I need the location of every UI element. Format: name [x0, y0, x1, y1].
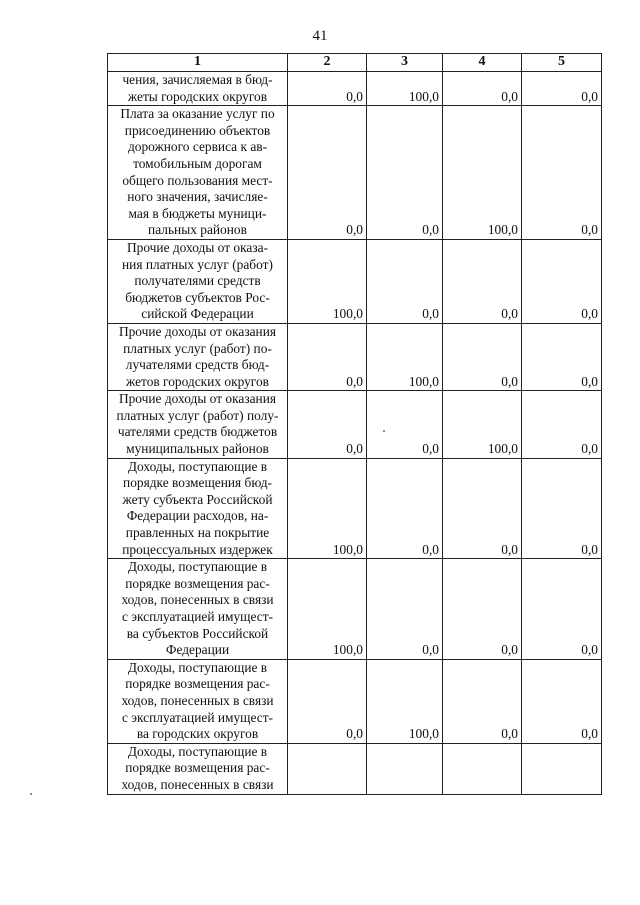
description-line: ходов, понесенных в связи — [121, 776, 274, 792]
description-line: Доходы, поступающие в — [127, 458, 268, 474]
percentage-value-cell: 100,0 — [367, 323, 443, 390]
table-row — [108, 106, 602, 240]
percentage-value-cell: 0,0 — [522, 72, 602, 106]
percentage-value-cell: 0,0 — [443, 559, 522, 660]
revenue-description-cell — [108, 72, 288, 106]
table-row — [108, 72, 602, 106]
description-line: муниципальных районов — [126, 441, 269, 457]
percentage-value-cell: 0,0 — [443, 72, 522, 106]
revenue-description-cell — [108, 743, 288, 794]
percentage-value-cell: 100,0 — [288, 239, 367, 323]
description-line: порядке возмещения рас- — [125, 760, 270, 776]
description-line: Доходы, поступающие в — [127, 559, 268, 575]
percentage-value-cell: 0,0 — [522, 458, 602, 559]
table-row — [108, 391, 602, 458]
column-header: 5 — [522, 54, 602, 72]
revenue-description-cell — [108, 458, 288, 559]
revenue-description-cell — [108, 239, 288, 323]
table-row — [108, 559, 602, 660]
description-line: правленных на покрытие — [125, 525, 270, 541]
percentage-value-cell: 100,0 — [367, 72, 443, 106]
description-line: мая в бюджеты муници- — [128, 205, 267, 221]
revenue-description-cell — [108, 559, 288, 660]
percentage-value-cell: 0,0 — [288, 106, 367, 240]
column-header: 4 — [443, 54, 522, 72]
percentage-value-cell: 0,0 — [367, 239, 443, 323]
percentage-value-cell: 0,0 — [522, 239, 602, 323]
description-line: ния платных услуг (работ) — [122, 256, 273, 272]
description-line: сийской Федерации — [141, 306, 254, 322]
percentage-value-cell: 0,0 — [367, 559, 443, 660]
percentage-value-cell: 0,0 — [443, 323, 522, 390]
table-body — [108, 72, 602, 795]
description-line: порядке возмещения бюд- — [123, 475, 272, 491]
percentage-value-cell: 0,0 — [522, 323, 602, 390]
table-row — [108, 743, 602, 794]
description-line: чателями средств бюджетов — [117, 424, 278, 440]
revenue-description-cell — [108, 391, 288, 458]
percentage-value-cell: 0,0 — [367, 458, 443, 559]
description-line: жетов городских округов — [126, 373, 269, 389]
description-line: пальных районов — [148, 222, 247, 238]
percentage-value-cell: 100,0 — [443, 391, 522, 458]
description-line: порядке возмещения рас- — [125, 575, 270, 591]
percentage-value-cell: 0,0 — [443, 458, 522, 559]
table-row — [108, 458, 602, 559]
scan-speck — [30, 793, 32, 795]
description-line: общего пользования мест- — [122, 172, 273, 188]
percentage-value-cell — [522, 743, 602, 794]
description-line: платных услуг (работ) полу- — [116, 407, 279, 423]
description-line: ходов, понесенных в связи — [121, 592, 274, 608]
description-line: процессуальных издержек — [122, 541, 273, 557]
description-line: жеты городских округов — [127, 88, 268, 104]
description-line: бюджетов субъектов Рос- — [125, 289, 270, 305]
description-line: порядке возмещения рас- — [125, 676, 270, 692]
table-row — [108, 323, 602, 390]
description-line: томобильным дорогам — [133, 155, 262, 171]
description-line: Доходы, поступающие в — [127, 743, 268, 759]
description-line: Доходы, поступающие в — [127, 659, 268, 675]
description-line: Федерации расходов, на- — [126, 508, 269, 524]
description-line: Плата за оказание услуг по — [120, 106, 275, 122]
description-line: чения, зачисляемая в бюд- — [122, 72, 273, 87]
description-line: дорожного сервиса к ав- — [127, 139, 268, 155]
description-line: ходов, понесенных в связи — [121, 692, 274, 708]
revenue-description-cell — [108, 659, 288, 743]
description-line: ва субъектов Российской — [126, 625, 269, 641]
revenue-description-cell — [108, 323, 288, 390]
percentage-value-cell: 0,0 — [288, 659, 367, 743]
table-row — [108, 239, 602, 323]
description-line: Прочие доходы от оказания — [118, 391, 277, 407]
description-line: получателями средств — [134, 273, 261, 289]
percentage-value-cell: 0,0 — [522, 559, 602, 660]
column-header: 3 — [367, 54, 443, 72]
percentage-value-cell: 0,0 — [288, 391, 367, 458]
percentage-value-cell — [367, 743, 443, 794]
description-line: Прочие доходы от оказания — [118, 323, 277, 339]
percentage-value-cell: 0,0 — [288, 323, 367, 390]
description-line: Прочие доходы от оказа- — [126, 239, 269, 255]
revenue-distribution-table — [107, 53, 602, 795]
description-line: с эксплуатацией имущест- — [121, 609, 274, 624]
description-line: платных услуг (работ) по- — [123, 340, 272, 356]
percentage-value-cell: 100,0 — [288, 559, 367, 660]
column-header: 1 — [108, 54, 288, 72]
percentage-value-cell: 0,0 — [288, 72, 367, 106]
page-number: 41 — [312, 28, 328, 44]
percentage-value-cell: 0,0 — [367, 106, 443, 240]
percentage-value-cell: 0,0 — [443, 239, 522, 323]
percentage-value-cell: 100,0 — [367, 659, 443, 743]
description-line: лучателями средств бюд- — [125, 357, 270, 373]
percentage-value-cell: 100,0 — [288, 458, 367, 559]
description-line: ва городских округов — [136, 726, 259, 742]
column-header: 2 — [288, 54, 367, 72]
percentage-value-cell: 0,0 — [522, 391, 602, 458]
revenue-description-cell — [108, 106, 288, 240]
percentage-value-cell: 0,0 — [522, 106, 602, 240]
percentage-value-cell — [443, 743, 522, 794]
percentage-value-cell — [288, 743, 367, 794]
description-line: жету субъекта Российской — [122, 491, 273, 507]
description-line: с эксплуатацией имущест- — [121, 709, 274, 725]
description-line: Федерации — [165, 642, 230, 658]
description-line: присоединению объектов — [124, 122, 271, 138]
percentage-value-cell: 0,0 — [443, 659, 522, 743]
percentage-value-cell: 100,0 — [443, 106, 522, 240]
description-line: ного значения, зачисляе- — [127, 189, 268, 205]
table-row — [108, 659, 602, 743]
percentage-value-cell: 0,0 — [522, 659, 602, 743]
scan-speck — [383, 430, 385, 432]
table-header-row — [108, 54, 602, 72]
percentage-value-cell: 0,0 — [367, 391, 443, 458]
